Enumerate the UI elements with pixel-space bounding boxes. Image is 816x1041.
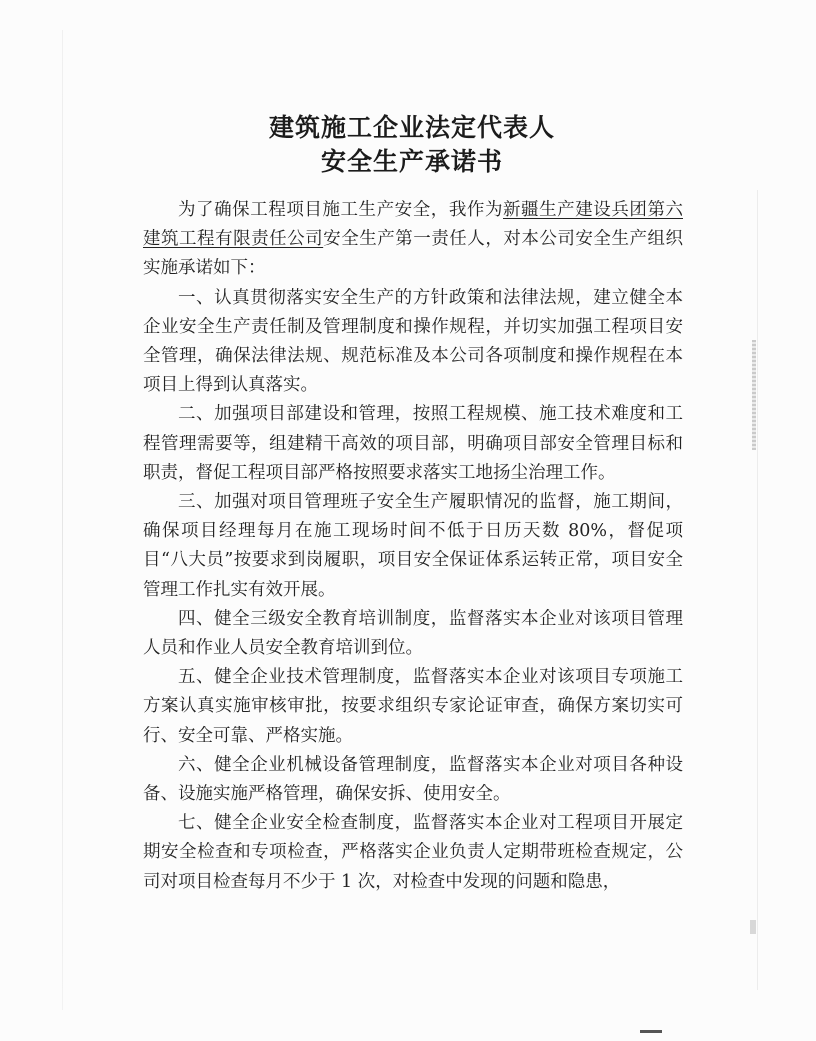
scan-edge-right (757, 190, 758, 990)
paragraph-6: 六、健全企业机械设备管理制度，监督落实本企业对项目各种设备、设施实施严格管理，确保安拆、使用安全。 (143, 754, 683, 805)
scan-artifact-mark (750, 920, 756, 934)
paragraph-3: 三、加强对项目管理班子安全生产履职情况的监督，施工期间，确保项目经理每月在施工现场时间不低于日历天数 80%，督促项目“八大员”按要求到岗履职，项目安全保证体系运转正常，项目安全管理工作扎实有效开展。 (143, 492, 683, 600)
paragraph-7: 七、健全企业安全检查制度，监督落实本企业对工程项目开展定期安全检查和专项检查，严格落实企业负责人定期带班检查规定，公司对项目检查每月不少于 1 次，对检查中发现的问题和隐患， (143, 813, 683, 892)
company-name: 新疆生产建设兵团第六建筑工程有限责任公司 (143, 200, 683, 250)
paragraph-2: 二、加强项目部建设和管理，按照工程规模、施工技术难度和工程管理需要等，组建精干高效的项目部，明确项目部安全管理目标和职责，督促工程项目部严格按照要求落实工地扬尘治理工作。 (143, 404, 683, 483)
document-title-line2: 安全生产承诺书 (320, 147, 503, 176)
intro-before: 为了确保工程项目施工生产安全，我作为 (178, 200, 503, 220)
intro-paragraph (143, 196, 683, 284)
document-body (143, 196, 683, 897)
scan-artifact-bottom (640, 1030, 662, 1033)
paragraph-1: 一、认真贯彻落实安全生产的方针政策和法律法规，建立健全本企业安全生产责任制及管理制度和操作规程，并切实加强工程项目安全管理，确保法律法规、规范标准及本公司各项制度和操作规程在本项目上得到认真落实。 (143, 287, 683, 396)
paragraph-4: 四、健全三级安全教育培训制度，监督落实本企业对该项目管理人员和作业人员安全教育培训到位。 (143, 608, 683, 659)
paragraph-5: 五、健全企业技术管理制度，监督落实本企业对该项目专项施工方案认真实施审核审批，按要求组织专家论证审查，确保方案切实可行、安全可靠、严格实施。 (143, 667, 683, 746)
document-title-line1: 建筑施工企业法定代表人 (268, 113, 555, 142)
intro-after: 安全生产第一责任人，对本公司安全生产组织实施承诺如下： (143, 229, 683, 279)
scan-artifact-strip (752, 340, 756, 450)
